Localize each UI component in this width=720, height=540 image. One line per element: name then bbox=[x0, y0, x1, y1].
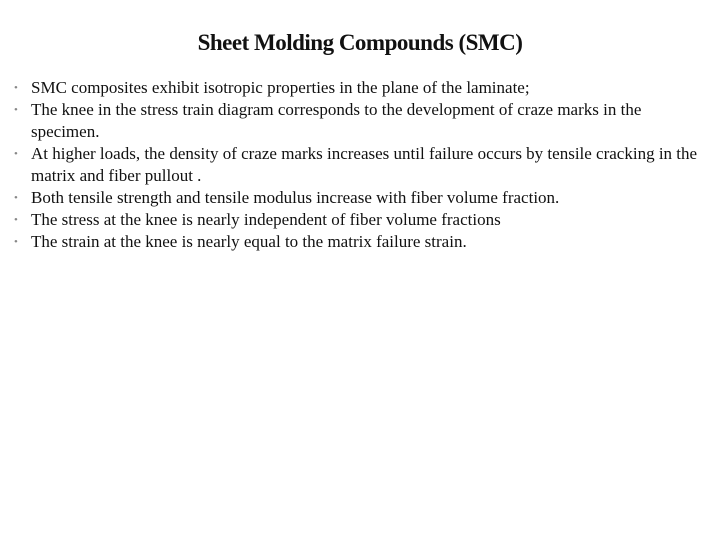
bullet-text: SMC composites exhibit isotropic properties in the plane of the laminate; bbox=[31, 78, 530, 97]
bullet-item bbox=[14, 99, 704, 143]
bullet-icon: • bbox=[14, 82, 18, 94]
bullet-item bbox=[14, 77, 704, 99]
bullet-icon: • bbox=[14, 214, 18, 226]
bullet-text: The knee in the stress train diagram corresponds to the development of craze marks in the specimen. bbox=[31, 100, 642, 141]
bullet-text: The stress at the knee is nearly independent of fiber volume fractions bbox=[31, 210, 501, 229]
bullet-icon: • bbox=[14, 104, 18, 116]
bullet-text: Both tensile strength and tensile modulus increase with fiber volume fraction. bbox=[31, 188, 560, 207]
bullet-icon: • bbox=[14, 148, 18, 160]
bullet-item bbox=[14, 187, 704, 209]
bullet-text: At higher loads, the density of craze marks increases until failure occurs by tensile cracking in the matrix and fiber pullout . bbox=[31, 144, 698, 185]
bullet-icon: • bbox=[14, 192, 18, 204]
bullet-item bbox=[14, 209, 704, 231]
slide-title: Sheet Molding Compounds (SMC) bbox=[197, 30, 523, 55]
bullet-text: The strain at the knee is nearly equal to the matrix failure strain. bbox=[31, 232, 467, 251]
bullet-item bbox=[14, 231, 704, 253]
bullet-list bbox=[14, 77, 704, 253]
bullet-item bbox=[14, 143, 704, 187]
bullet-icon: • bbox=[14, 236, 18, 248]
